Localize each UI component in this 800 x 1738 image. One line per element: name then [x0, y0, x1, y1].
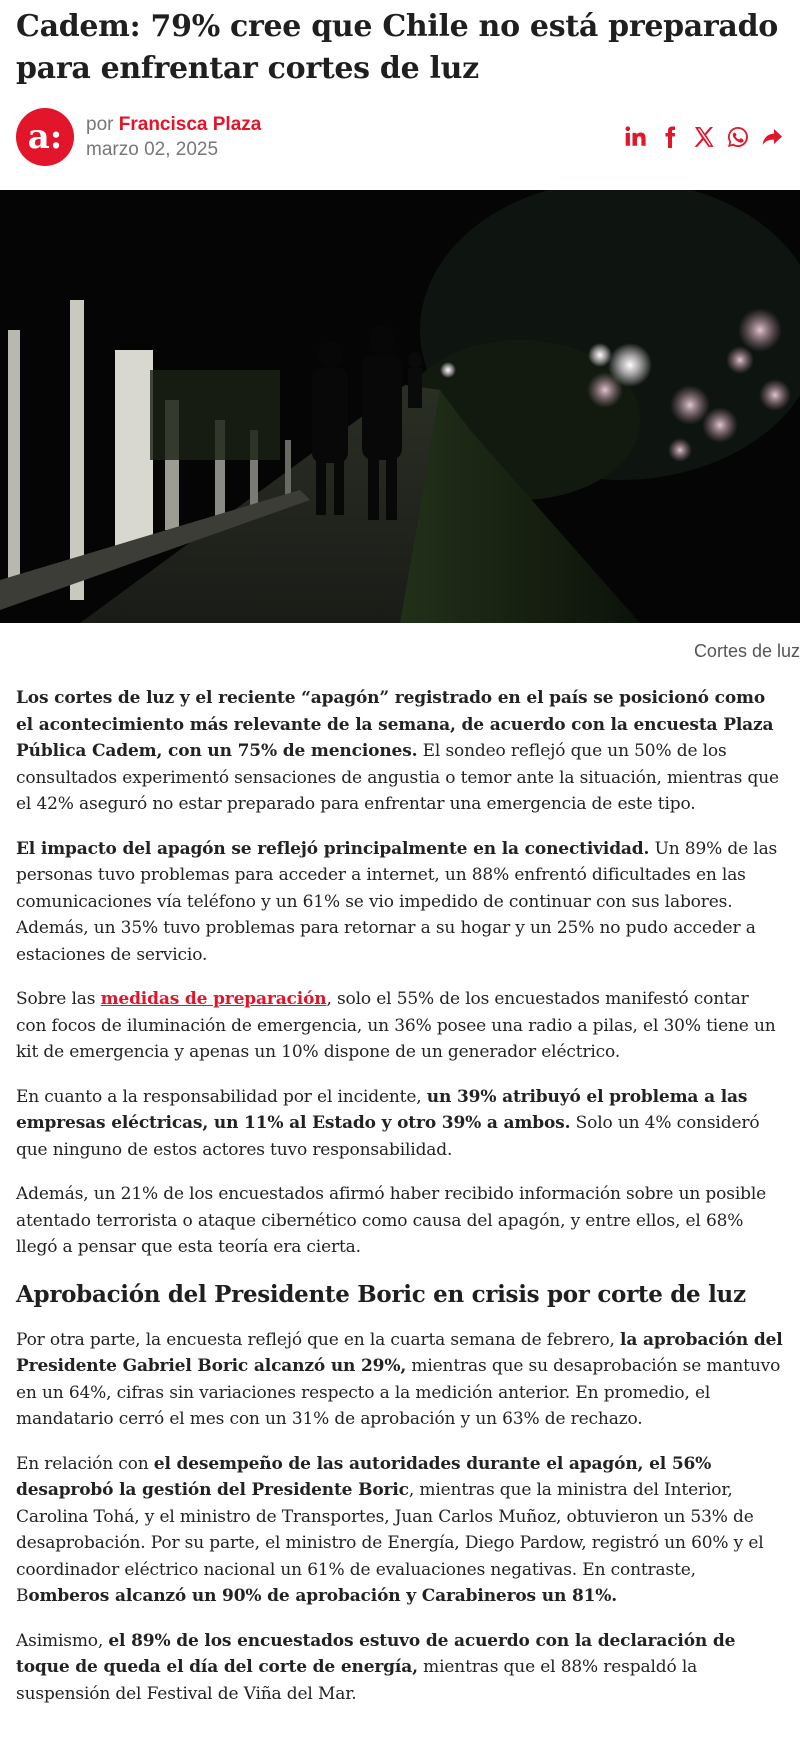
article-title: Cadem: 79% cree que Chile no está preparado para enfrentar cortes de luz: [16, 9, 778, 86]
paragraph: [16, 1084, 784, 1164]
paragraph-bold-text: la aprobación del Presidente Gabriel Boric alcanzó un 29%,: [16, 1329, 783, 1376]
author-link[interactable]: Francisca Plaza: [118, 114, 262, 135]
facebook-icon[interactable]: [658, 125, 682, 149]
paragraph-bold-text: el 89% de los encuestados estuvo de acuerdo con la declaración de toque de queda el día del corte de energía,: [16, 1630, 736, 1677]
paragraph-text: , mientras que la ministra del Interior, Carolina Tohá, y el ministro de Transportes, Juan Carlos Muñoz, obtuvieron un 53% de desaprobación. Por su parte, el ministro de Energía, Diego Pardow, registró un 60% y el coordinador eléctrico nacional un 61% de evaluaciones negativas. En contraste, B: [16, 1480, 764, 1606]
paragraph-text: Solo un 4% consideró que ninguno de estos actores tuvo responsabilidad.: [16, 1113, 760, 1160]
share-arrow-icon[interactable]: [760, 125, 784, 149]
byline: [86, 112, 261, 162]
hero-image: [0, 190, 800, 623]
paragraph-text: Un 89% de las personas tuvo problemas para acceder a internet, un 88% enfrentó dificultades en las comunicaciones vía teléfono y un 61% se vio impedido de continuar con sus labores. Además, un 35% tuvo problemas para retornar a su hogar y un 25% no pudo acceder a estaciones de servicio.: [16, 838, 778, 965]
paragraph-text: Sobre las: [16, 989, 101, 1009]
brand-logo[interactable]: a:: [16, 108, 74, 166]
whatsapp-icon[interactable]: [726, 125, 750, 149]
publish-date: marzo 02, 2025: [86, 139, 219, 160]
paragraph-text: Asimismo,: [16, 1630, 109, 1651]
paragraph: [16, 1327, 784, 1433]
paragraph-text: En cuanto a la responsabilidad por el incidente,: [16, 1086, 427, 1107]
hero-image-illustration: [0, 190, 800, 623]
paragraph-bold-text: el desempeño de las autoridades durante el apagón, el 56% desaprobó la gestión del Presidente Boric: [16, 1453, 712, 1500]
paragraph-text: , solo el 55% de los encuestados manifestó contar con focos de iluminación de emergencia, un 36% posee una radio a pilas, el 30% tiene un kit de emergencia y apenas un 10% dispone de un generador eléctrico.: [16, 989, 776, 1062]
paragraph-bold-text: El impacto del apagón se reflejó principalmente en la conectividad.: [16, 838, 650, 859]
byline-row: [0, 106, 800, 168]
paragraph: [16, 986, 784, 1066]
x-icon[interactable]: [692, 125, 716, 149]
section-heading: Aprobación del Presidente Boric en crisis por corte de luz: [16, 1280, 746, 1308]
article-body: [0, 685, 800, 1707]
paragraph-text: Además, un 21% de los encuestados afirmó haber recibido información sobre un posible atentado terrorista o ataque cibernético como causa del apagón, y entre ellos, el 68% llegó a pensar que esta teoría era cierta.: [16, 1184, 767, 1257]
linkedin-icon[interactable]: [624, 125, 648, 149]
paragraph-bold-text: omberos alcanzó un 90% de aprobación y Carabineros un 81%.: [28, 1586, 618, 1606]
paragraph-text: mientras que el 88% respaldó la suspensión del Festival de Viña del Mar.: [16, 1657, 698, 1704]
paragraph: [16, 1451, 784, 1610]
paragraph: [16, 685, 784, 818]
preparation-measures-link[interactable]: medidas de preparación: [100, 989, 327, 1009]
paragraph-bold-text: Los cortes de luz y el reciente “apagón” registrado en el país se posicionó como el acontecimiento más relevante de la semana, de acuerdo con la encuesta Plaza Pública Cadem, con un 75% de menciones.: [16, 688, 774, 761]
paragraph-text: En relación con: [16, 1453, 154, 1474]
paragraph: [16, 836, 784, 969]
paragraph-bold-text: un 39% atribuyó el problema a las empresas eléctricas, un 11% al Estado y otro 39% a ambos.: [16, 1086, 748, 1133]
paragraph: [16, 1181, 784, 1261]
paragraph: [16, 1628, 784, 1708]
paragraph-text: mientras que su desaprobación se mantuvo en un 64%, cifras sin variaciones respecto a la medición anterior. En promedio, el mandatario cerró el mes con un 31% de aprobación y un 63% de rechazo.: [16, 1356, 781, 1429]
paragraph-text: El sondeo reflejó que un 50% de los consultados experimentó sensaciones de angustia o temor ante la situación, mientras que el 42% aseguró no estar preparado para enfrentar una emergencia de este tipo.: [16, 741, 779, 814]
byline-prefix: por: [86, 114, 114, 135]
share-buttons: [624, 125, 784, 149]
paragraph-text: Por otra parte, la encuesta reflejó que en la cuarta semana de febrero,: [16, 1329, 621, 1350]
image-caption: Cortes de luz: [693, 641, 800, 661]
